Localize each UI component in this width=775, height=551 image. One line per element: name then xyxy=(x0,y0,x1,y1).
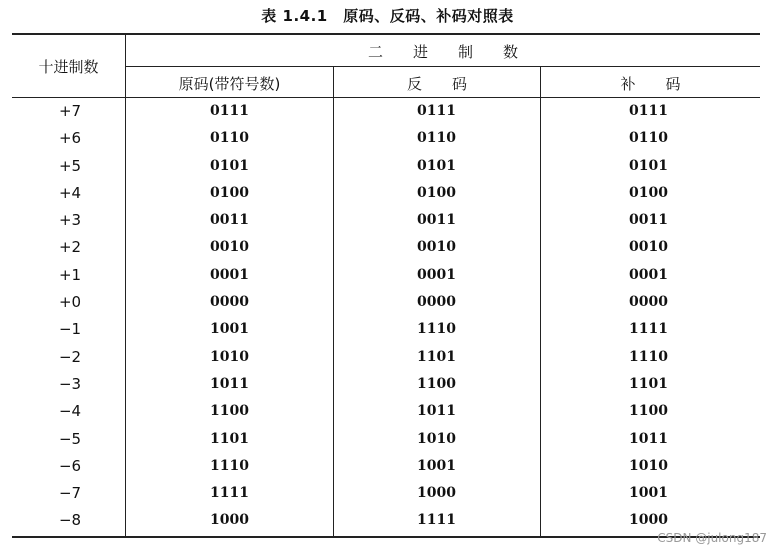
twos-complement-cell: 1010 xyxy=(629,457,668,474)
decimal-cell: +2 xyxy=(58,238,82,257)
twos-complement-cell: 1001 xyxy=(629,485,668,502)
decimal-cell: +7 xyxy=(58,102,82,120)
header-original: 原码(带符号数) xyxy=(178,75,281,93)
ones-complement-cell: 0000 xyxy=(417,294,456,311)
original-code-cell: 1011 xyxy=(210,375,249,392)
ones-complement-cell: 1110 xyxy=(417,321,456,338)
decimal-cell: −4 xyxy=(58,402,82,421)
twos-complement-cell: 0110 xyxy=(629,130,668,147)
twos-complement-cell: 1011 xyxy=(629,430,668,447)
original-code-cell: 0101 xyxy=(210,157,249,174)
table-row xyxy=(0,344,775,371)
decimal-cell: −2 xyxy=(58,347,82,366)
table-title: 表 1.4.1 原码、反码、补码对照表 xyxy=(261,7,514,25)
ones-complement-cell: 0110 xyxy=(417,130,456,147)
original-code-cell: 0011 xyxy=(210,212,249,229)
decimal-cell: +4 xyxy=(58,183,82,202)
ones-complement-cell: 1101 xyxy=(417,348,456,365)
twos-complement-cell: 0001 xyxy=(629,266,668,283)
header-divider xyxy=(126,66,760,67)
original-code-cell: 0111 xyxy=(210,103,249,119)
decimal-cell: −8 xyxy=(58,511,82,530)
original-code-cell: 0110 xyxy=(210,130,249,147)
decimal-cell: −7 xyxy=(58,484,82,503)
header-ones-complement: 反 码 xyxy=(406,75,467,93)
original-code-cell: 1001 xyxy=(210,321,249,338)
watermark: CSDN @julong187 xyxy=(657,531,767,545)
original-code-cell: 0010 xyxy=(210,239,249,256)
ones-complement-cell: 1011 xyxy=(417,403,456,420)
table-row xyxy=(0,262,775,289)
table-row xyxy=(0,234,775,261)
original-code-cell: 0100 xyxy=(210,184,249,201)
ones-complement-cell: 0100 xyxy=(417,184,456,201)
table-row xyxy=(0,153,775,180)
table-row xyxy=(0,426,775,453)
ones-complement-cell: 1100 xyxy=(417,375,456,392)
table-row xyxy=(0,316,775,343)
ones-complement-cell: 0111 xyxy=(417,103,456,119)
table-row xyxy=(0,453,775,480)
twos-complement-cell: 0011 xyxy=(629,212,668,229)
twos-complement-cell: 0010 xyxy=(629,239,668,256)
ones-complement-cell: 0011 xyxy=(417,212,456,229)
table-row xyxy=(0,125,775,152)
original-code-cell: 0000 xyxy=(210,294,249,311)
twos-complement-cell: 1101 xyxy=(629,375,668,392)
decimal-cell: −5 xyxy=(58,429,82,448)
table-row xyxy=(0,289,775,316)
ones-complement-cell: 0101 xyxy=(417,157,456,174)
decimal-cell: −6 xyxy=(58,456,82,475)
original-code-cell: 1111 xyxy=(210,485,249,502)
header-twos-complement: 补 码 xyxy=(620,75,681,93)
table-body xyxy=(0,98,775,535)
decimal-cell: +1 xyxy=(58,265,82,284)
twos-complement-cell: 1000 xyxy=(629,512,668,529)
twos-complement-cell: 1111 xyxy=(629,321,668,338)
ones-complement-cell: 0010 xyxy=(417,239,456,256)
table-row xyxy=(0,371,775,398)
decimal-cell: +5 xyxy=(58,156,82,175)
bottom-rule xyxy=(12,536,760,538)
twos-complement-cell: 1100 xyxy=(629,403,668,420)
table-row xyxy=(0,480,775,507)
twos-complement-cell: 0000 xyxy=(629,294,668,311)
table-row xyxy=(0,180,775,207)
ones-complement-cell: 1001 xyxy=(417,457,456,474)
original-code-cell: 1000 xyxy=(210,512,249,529)
twos-complement-cell: 1110 xyxy=(629,348,668,365)
decimal-cell: −3 xyxy=(58,374,82,393)
original-code-cell: 1110 xyxy=(210,457,249,474)
ones-complement-cell: 1000 xyxy=(417,485,456,502)
header-decimal: 十进制数 xyxy=(38,58,99,76)
decimal-cell: −1 xyxy=(58,320,82,339)
table-row xyxy=(0,98,775,125)
original-code-cell: 1100 xyxy=(210,403,249,420)
ones-complement-cell: 1111 xyxy=(417,512,456,529)
twos-complement-cell: 0111 xyxy=(629,103,668,119)
ones-complement-cell: 1010 xyxy=(417,430,456,447)
original-code-cell: 0001 xyxy=(210,266,249,283)
table-row xyxy=(0,207,775,234)
original-code-cell: 1010 xyxy=(210,348,249,365)
decimal-cell: +3 xyxy=(58,211,82,230)
table-row xyxy=(0,398,775,425)
twos-complement-cell: 0100 xyxy=(629,184,668,201)
twos-complement-cell: 0101 xyxy=(629,157,668,174)
decimal-cell: +6 xyxy=(58,129,82,148)
decimal-cell: +0 xyxy=(58,293,82,312)
original-code-cell: 1101 xyxy=(210,430,249,447)
header-binary: 二 进 制 数 xyxy=(367,43,518,61)
ones-complement-cell: 0001 xyxy=(417,266,456,283)
